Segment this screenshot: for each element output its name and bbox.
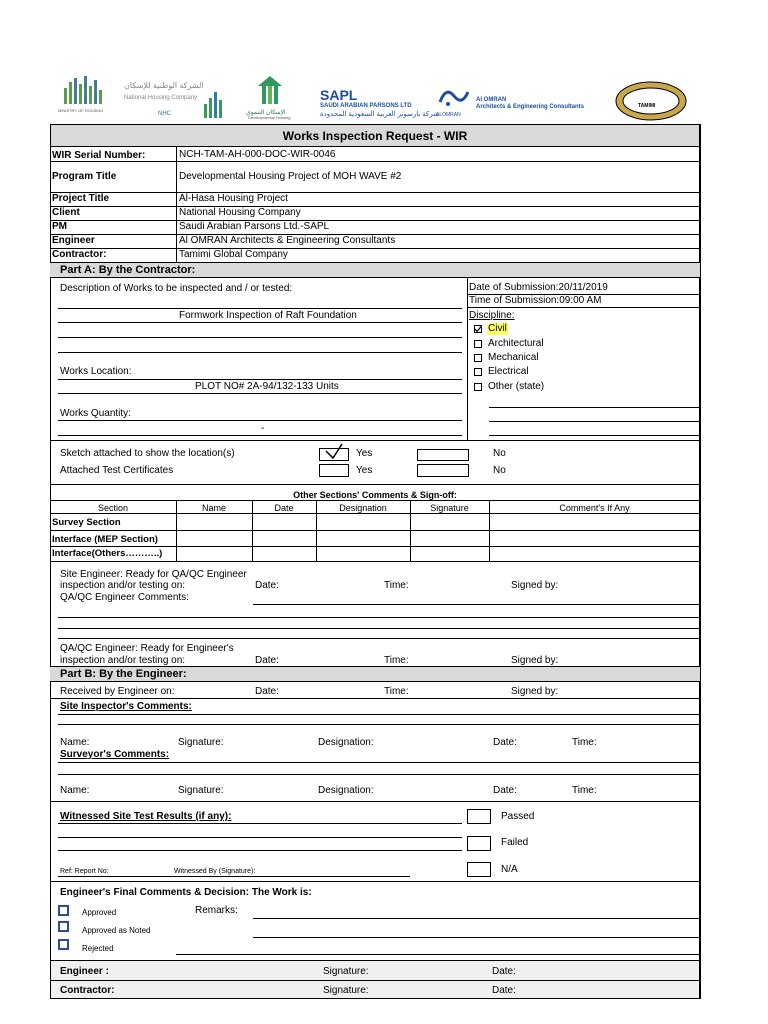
engineer-value: Al OMRAN Architects & Engineering Consultants bbox=[179, 235, 396, 246]
approved-as-noted-checkbox[interactable] bbox=[58, 921, 69, 932]
sapl-logo bbox=[318, 87, 440, 122]
qaqc-ready-2: inspection and/or testing on: bbox=[60, 655, 186, 666]
nhc-english-name: National Housing Company bbox=[124, 95, 198, 101]
electrical-checkbox[interactable] bbox=[474, 368, 482, 376]
check-mark-icon bbox=[320, 443, 350, 461]
passed-label: Passed bbox=[501, 811, 535, 822]
pm-label: PM bbox=[52, 221, 67, 232]
part-b-title: Part B: By the Engineer: bbox=[60, 668, 187, 680]
footer-engineer-label: Engineer : bbox=[60, 966, 109, 977]
col-name: Name bbox=[201, 503, 226, 513]
works-location-value: PLOT NO# 2A-94/132-133 Units bbox=[195, 381, 339, 392]
check-icon bbox=[474, 325, 482, 333]
received-signed-by: Signed by: bbox=[511, 686, 559, 697]
footer-contractor-signature: Signature: bbox=[323, 985, 369, 996]
alomran-emblem-icon bbox=[436, 82, 472, 112]
site-engineer-ready-2: inspection and/or testing on: bbox=[60, 580, 186, 591]
inspector-name: Name: bbox=[60, 737, 90, 748]
inspector-signature: Signature: bbox=[178, 737, 224, 748]
site-engineer-signed-by: Signed by: bbox=[511, 580, 559, 591]
discipline-other: Other (state) bbox=[488, 381, 545, 392]
test-cert-yes-label: Yes bbox=[356, 465, 373, 476]
nhc-abbr: NHC bbox=[158, 111, 171, 117]
test-cert-no-box[interactable] bbox=[417, 464, 469, 477]
surveyor-signature: Signature: bbox=[178, 785, 224, 796]
contractor-label: Contractor: bbox=[52, 249, 107, 260]
col-signature: Signature bbox=[430, 503, 469, 513]
alomran-logo bbox=[436, 82, 616, 122]
surveyor-label: Surveyor's Comments: bbox=[60, 749, 170, 760]
rejected-checkbox[interactable] bbox=[58, 939, 69, 950]
footer-engineer-signature: Signature: bbox=[323, 966, 369, 977]
site-engineer-time: Time: bbox=[384, 580, 409, 591]
tamimi-name: TAMIMI bbox=[638, 103, 656, 109]
surveyor-name: Name: bbox=[60, 785, 90, 796]
sapl-full-name: SAUDI ARABIAN PARSONS LTD bbox=[320, 103, 412, 109]
part-a-title: Part A: By the Contractor: bbox=[60, 264, 196, 276]
discipline-civil: Civil bbox=[488, 323, 507, 334]
surveyor-designation: Designation: bbox=[318, 785, 374, 796]
row-interface-mep: Interface (MEP Section) bbox=[52, 534, 158, 545]
moh-emblem-icon bbox=[58, 74, 114, 108]
received-time: Time: bbox=[384, 686, 409, 697]
qaqc-time: Time: bbox=[384, 655, 409, 666]
house-tower-icon bbox=[250, 74, 290, 106]
sketch-yes-label: Yes bbox=[356, 448, 373, 459]
mechanical-checkbox[interactable] bbox=[474, 354, 482, 362]
col-comments: Comment's If Any bbox=[559, 503, 630, 513]
sapl-name: SAPL bbox=[320, 87, 358, 103]
sketch-no-label: No bbox=[493, 448, 506, 459]
architectural-checkbox[interactable] bbox=[474, 340, 482, 348]
project-title-label: Project Title bbox=[52, 193, 110, 204]
col-section: Section bbox=[97, 503, 129, 513]
qaqc-ready-1: QA/QC Engineer: Ready for Engineer's bbox=[60, 643, 234, 654]
failed-label: Failed bbox=[501, 837, 529, 848]
failed-box[interactable] bbox=[467, 836, 491, 851]
passed-box[interactable] bbox=[467, 809, 491, 824]
contractor-value: Tamimi Global Company bbox=[179, 249, 288, 260]
inspector-time: Time: bbox=[572, 737, 597, 748]
time-of-submission: Time of Submission:09:00 AM bbox=[469, 295, 602, 306]
final-decision-title: Engineer's Final Comments & Decision: The Work is: bbox=[60, 887, 312, 898]
developmental-housing-logo bbox=[244, 74, 294, 120]
qaqc-signed-by: Signed by: bbox=[511, 655, 559, 666]
row-survey-section: Survey Section bbox=[52, 517, 121, 528]
works-location-label: Works Location: bbox=[60, 366, 132, 377]
pm-value: Saudi Arabian Parsons Ltd.-SAPL bbox=[179, 221, 330, 232]
date-of-submission: Date of Submission:20/11/2019 bbox=[469, 282, 608, 293]
discipline-architectural: Architectural bbox=[488, 338, 544, 349]
footer-contractor-label: Contractor: bbox=[60, 985, 115, 996]
project-title-value: Al-Hasa Housing Project bbox=[179, 193, 288, 204]
form-title: Works Inspection Request - WIR bbox=[282, 129, 468, 143]
footer-bar bbox=[51, 960, 699, 998]
wir-serial-label: WIR Serial Number: bbox=[52, 150, 146, 161]
dev-arabic-name: الإسكان التنموي bbox=[246, 110, 286, 116]
col-designation: Designation bbox=[339, 503, 387, 513]
witnessed-title: Witnessed Site Test Results (if any): bbox=[60, 811, 232, 822]
description-label: Description of Works to be inspected and / or tested: bbox=[60, 283, 293, 294]
surveyor-date: Date: bbox=[493, 785, 517, 796]
received-date: Date: bbox=[255, 686, 279, 697]
inspector-date: Date: bbox=[493, 737, 517, 748]
approved-label: Approved bbox=[82, 908, 117, 917]
alomran-subtitle: Architects & Engineering Consultants bbox=[476, 104, 585, 110]
nhc-logo bbox=[122, 80, 212, 120]
test-cert-label: Attached Test Certificates bbox=[60, 465, 174, 476]
discipline-electrical: Electrical bbox=[488, 366, 529, 377]
col-date: Date bbox=[274, 503, 294, 513]
row-interface-others: Interface(Others………..) bbox=[52, 548, 163, 559]
approved-checkbox[interactable] bbox=[58, 905, 69, 916]
site-inspector-label: Site Inspector's Comments: bbox=[60, 701, 192, 712]
rejected-label: Rejected bbox=[82, 944, 114, 953]
other-checkbox[interactable] bbox=[474, 383, 482, 391]
site-engineer-ready-1: Site Engineer: Ready for QA/QC Engineer bbox=[60, 569, 247, 580]
witnessed-by-label: Witnessed By (Signature): bbox=[174, 868, 256, 875]
discipline-label: Discipline: bbox=[469, 310, 515, 321]
sketch-yes-box[interactable] bbox=[319, 448, 349, 461]
tamimi-logo bbox=[615, 81, 687, 121]
program-title-value: Developmental Housing Project of MOH WAVE #2 bbox=[179, 171, 402, 182]
surveyor-time: Time: bbox=[572, 785, 597, 796]
other-sections-title: Other Sections' Comments & Sign-off: bbox=[293, 490, 457, 500]
sketch-label: Sketch attached to show the location(s) bbox=[60, 448, 235, 459]
program-title-label: Program Title bbox=[52, 171, 117, 182]
description-value: Formwork Inspection of Raft Foundation bbox=[179, 310, 357, 321]
tamimi-emblem-icon bbox=[615, 81, 687, 121]
sapl-arabic-name: شركة بارسونز العربية السعودية المحدودة bbox=[320, 111, 440, 118]
na-box[interactable] bbox=[467, 862, 491, 877]
footer-contractor-date: Date: bbox=[492, 985, 516, 996]
wir-serial-value: NCH-TAM-AH-000-DOC-WIR-0046 bbox=[179, 149, 336, 160]
civil-checkbox[interactable] bbox=[474, 325, 482, 333]
inspector-designation: Designation: bbox=[318, 737, 374, 748]
moh-caption: MINISTRY OF HOUSING bbox=[58, 108, 104, 113]
client-label: Client bbox=[52, 207, 80, 218]
site-engineer-date: Date: bbox=[255, 580, 279, 591]
report-no-label: Ref: Report No: bbox=[60, 868, 109, 875]
remarks-label: Remarks: bbox=[195, 905, 238, 916]
alomran-name: Al OMRAN bbox=[476, 97, 507, 103]
na-label: N/A bbox=[501, 864, 518, 875]
qaqc-date: Date: bbox=[255, 655, 279, 666]
works-quantity-label: Works Quantity: bbox=[60, 408, 131, 419]
alomran-small-caption: ALOMRAN bbox=[436, 112, 461, 118]
test-cert-yes-box[interactable] bbox=[319, 464, 349, 477]
received-by-label: Received by Engineer on: bbox=[60, 686, 175, 697]
sketch-no-box[interactable] bbox=[417, 449, 469, 461]
engineer-label: Engineer bbox=[52, 235, 95, 246]
client-value: National Housing Company bbox=[179, 207, 301, 218]
moh-logo bbox=[58, 74, 114, 120]
footer-engineer-date: Date: bbox=[492, 966, 516, 977]
nhc-arabic-name: الشركة الوطنية للإسكان bbox=[124, 81, 204, 90]
discipline-mechanical: Mechanical bbox=[488, 352, 539, 363]
approved-as-noted-label: Approved as Noted bbox=[82, 926, 151, 935]
test-cert-no-label: No bbox=[493, 465, 506, 476]
dev-english-name: Developmental Housing bbox=[248, 115, 291, 120]
works-quantity-value: - bbox=[261, 423, 265, 434]
nhc-bars-icon bbox=[204, 90, 228, 118]
qaqc-comments-label: QA/QC Engineer Comments: bbox=[60, 592, 189, 603]
